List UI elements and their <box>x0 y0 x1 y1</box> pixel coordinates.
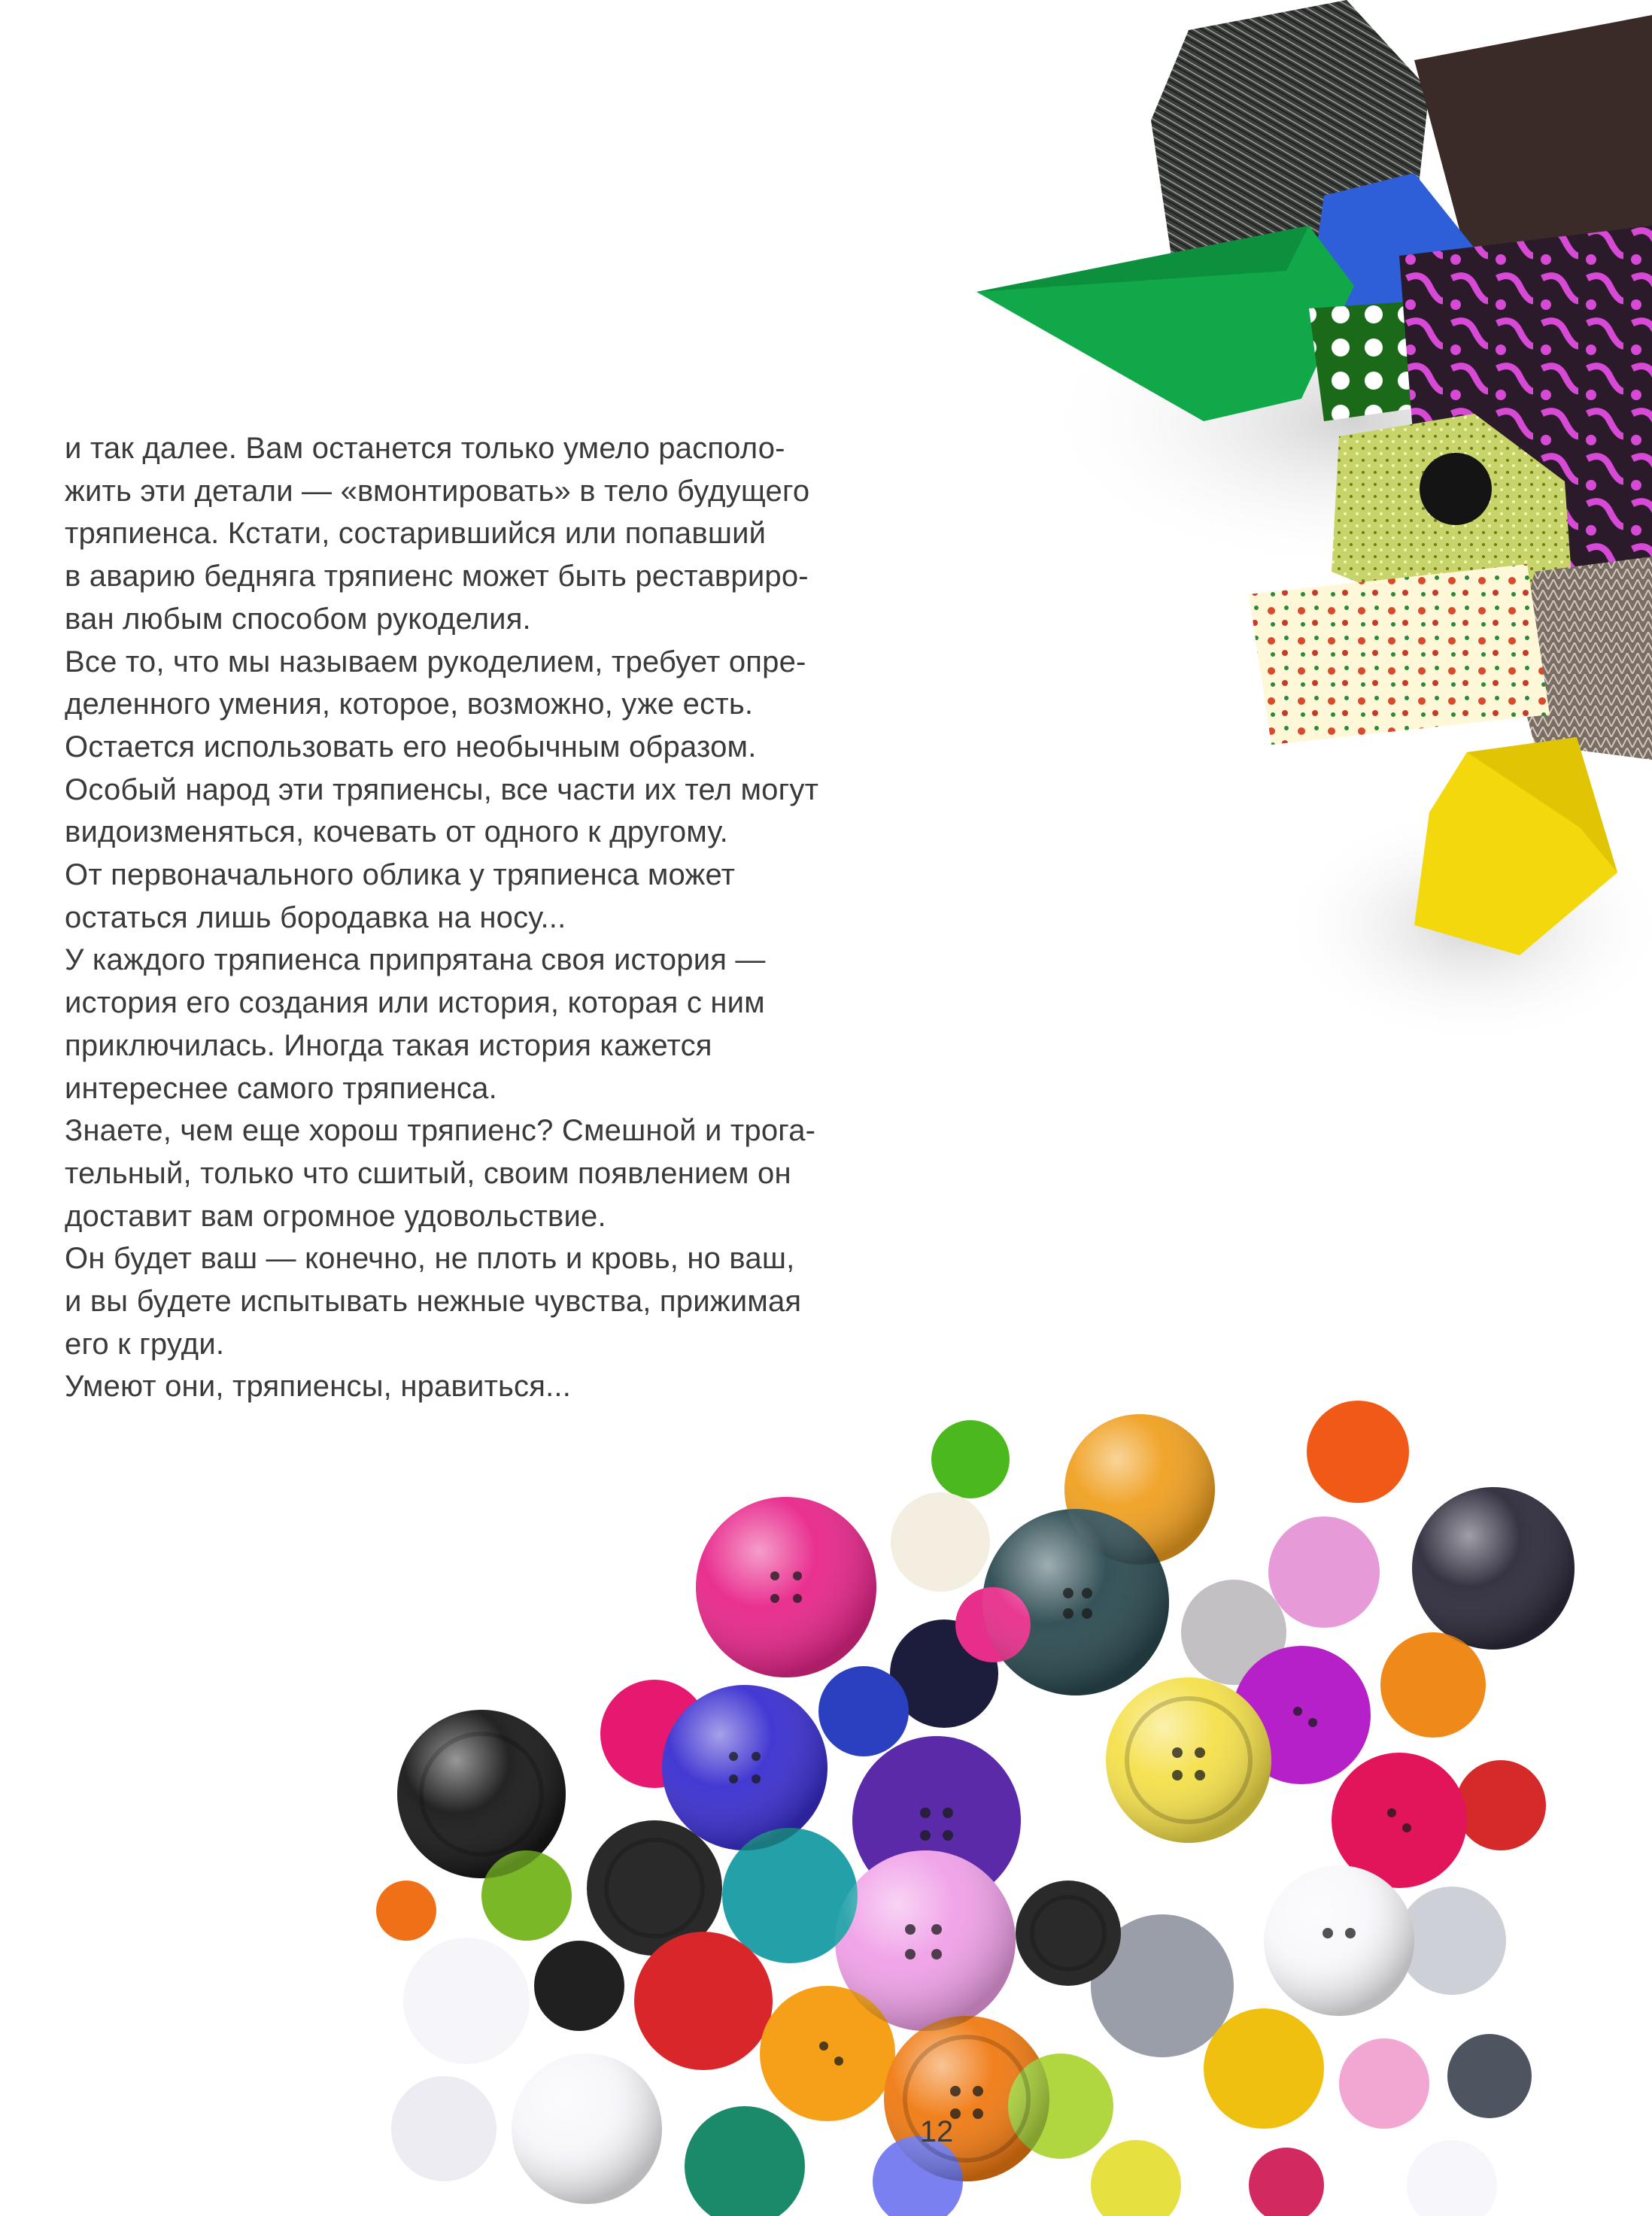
text-line: У каждого тряпиенса припрятана своя история — <box>65 943 766 977</box>
text-line: доставит вам огромное удовольствие. <box>65 1199 606 1233</box>
text-line: интереснее самого тряпиенса. <box>65 1071 497 1105</box>
text-line: остаться лишь бородавка на носу... <box>65 900 566 934</box>
text-line: Он будет ваш — конечно, не плоть и кровь, но ваш, <box>65 1242 795 1276</box>
text-line: ван любым способом рукоделия. <box>65 602 531 636</box>
text-line: деленного умения, которое, возможно, уже есть. <box>65 688 754 721</box>
text-line: Знаете, чем еще хорош тряпиенс? Смешной и трога- <box>65 1114 816 1148</box>
text-line: приключилась. Иногда такая история кажется <box>65 1028 712 1062</box>
text-line: Все то, что мы называем рукоделием, требует опре- <box>65 645 806 678</box>
text-line: его к груди. <box>65 1327 225 1361</box>
text-line: в аварию бедняга тряпиенс может быть реставриро- <box>65 560 809 593</box>
text-line: жить эти детали — «вмонтировать» в тело будущего <box>65 474 810 508</box>
page-number: 12 <box>919 2115 954 2148</box>
text-line: Остается использовать его необычным образом. <box>65 730 757 763</box>
text-line: видоизменяться, кочевать от одного к другому. <box>65 815 728 849</box>
text-line: тельный, только что сшитый, своим появлением он <box>65 1156 791 1190</box>
text-line: и вы будете испытывать нежные чувства, прижимая <box>65 1285 802 1319</box>
text-line: тряпиенса. Кстати, состарившийся или попавший <box>65 517 767 551</box>
text-line: Особый народ эти тряпиенсы, все части их тел могут <box>65 773 819 806</box>
text-line: Умеют они, тряпиенсы, нравиться... <box>65 1370 572 1404</box>
text-line: история его создания или история, которая с ним <box>65 986 765 1020</box>
text-line: и так далее. Вам останется только умело располо- <box>65 432 785 465</box>
text-line: От первоначального облика у тряпиенса может <box>65 858 736 892</box>
body-text <box>65 427 937 1408</box>
